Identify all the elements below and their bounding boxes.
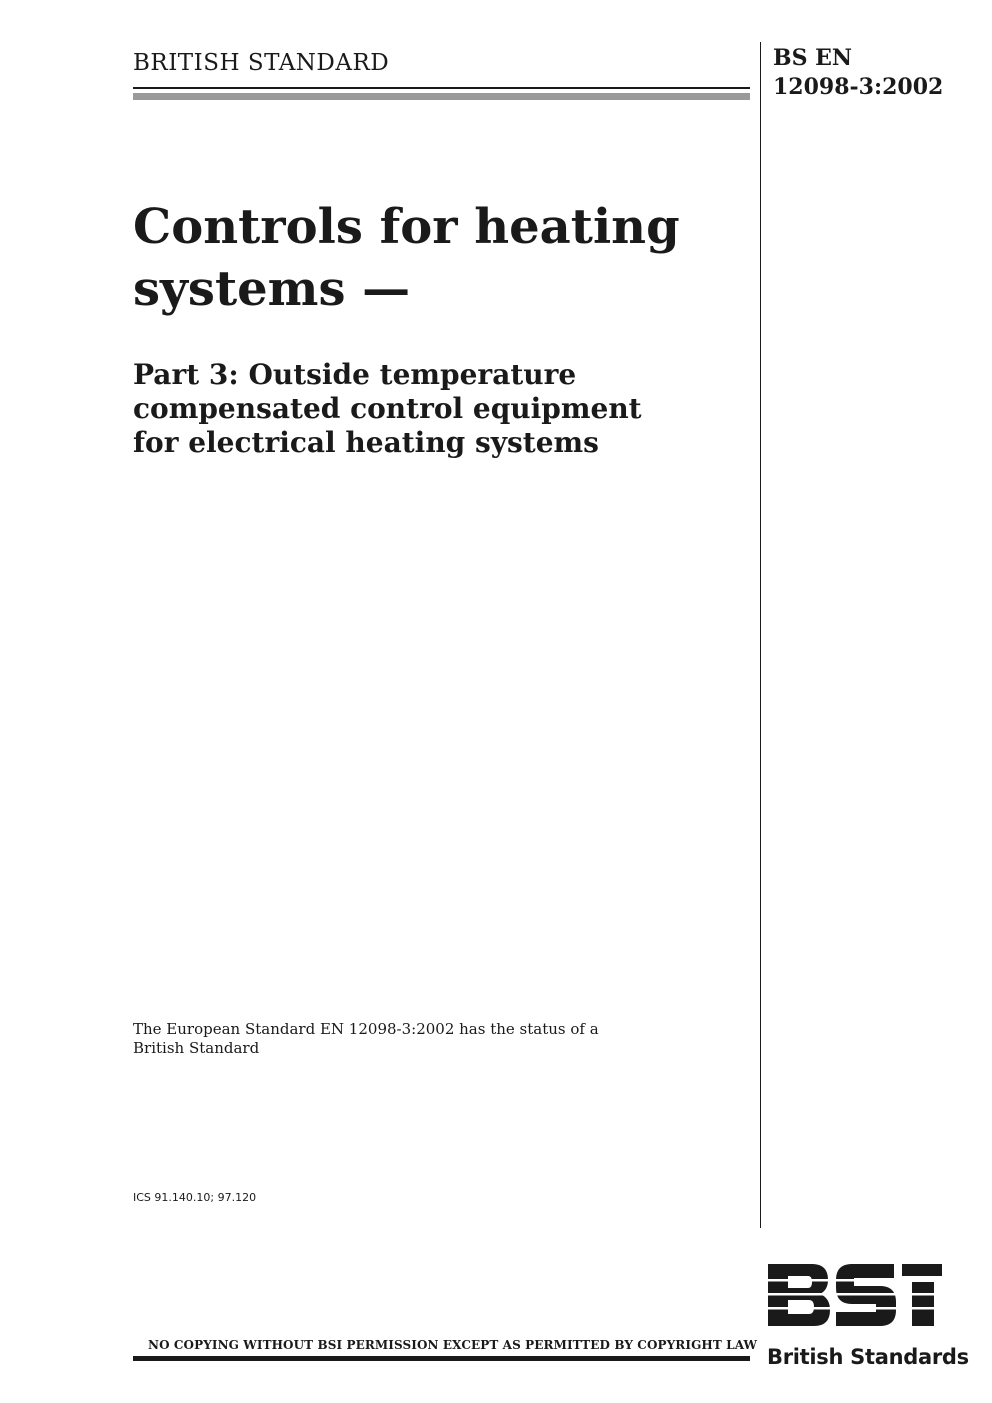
footer-rule <box>133 1356 750 1361</box>
title-line2: systems — <box>133 261 411 317</box>
title-line1: Controls for heating <box>133 199 680 255</box>
header-rule-thick <box>133 93 750 100</box>
document-title <box>133 196 743 320</box>
standard-number-line1: BS EN <box>773 45 853 71</box>
subtitle-line1: Part 3: Outside temperature <box>133 358 577 391</box>
subtitle-line2: compensated control equipment <box>133 392 642 425</box>
vertical-divider <box>760 42 761 1228</box>
status-note <box>133 1020 653 1058</box>
header-label: BRITISH STANDARD <box>133 50 390 76</box>
copyright-notice: NO COPYING WITHOUT BSI PERMISSION EXCEPT AS PERMITTED BY COPYRIGHT LAW <box>148 1338 758 1352</box>
status-note-line1: The European Standard EN 12098-3:2002 has the status of a <box>133 1020 599 1038</box>
bsi-logo-text: British Standards <box>767 1345 969 1369</box>
ics-code: ICS 91.140.10; 97.120 <box>133 1191 257 1204</box>
document-subtitle <box>133 358 743 460</box>
standard-number-line2: 12098-3:2002 <box>773 74 944 100</box>
subtitle-line3: for electrical heating systems <box>133 426 599 459</box>
status-note-line2: British Standard <box>133 1039 260 1057</box>
header-rule-thin <box>133 87 750 89</box>
standard-number <box>773 44 943 102</box>
